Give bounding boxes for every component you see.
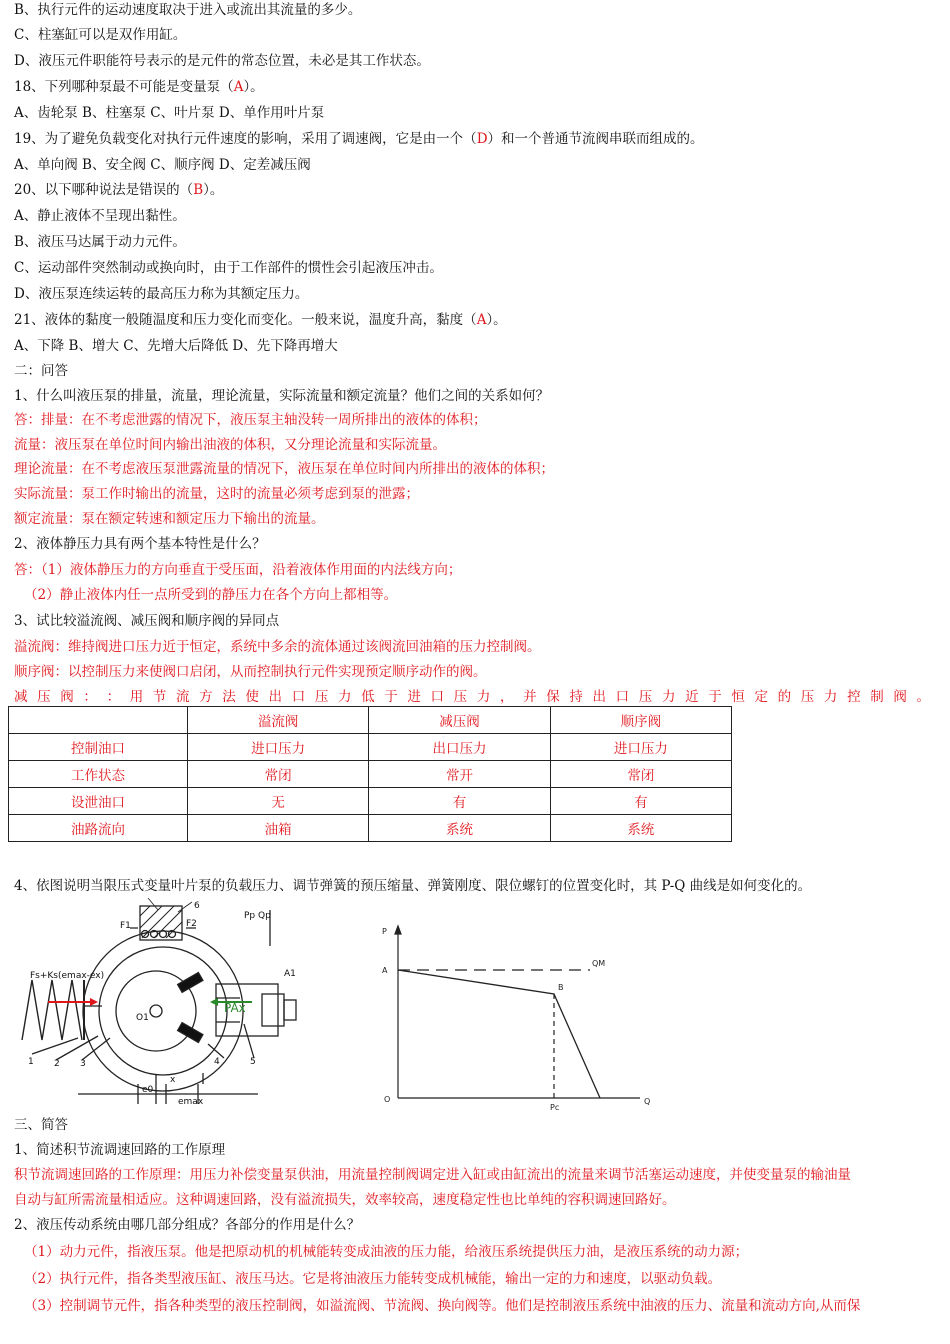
table-cell: 控制油口 bbox=[9, 734, 188, 761]
p-axis-label: P bbox=[382, 927, 387, 936]
answer-line: 实际流量：泵工作时输出的流量，这时的流量必须考虑到泵的泄露； bbox=[14, 486, 419, 502]
char: 阀 bbox=[893, 689, 907, 705]
question-20: 20、以下哪种说法是错误的（B）。 bbox=[14, 182, 224, 198]
question-line: 3、试比较溢流阀、减压阀和顺序阀的异同点 bbox=[14, 613, 280, 629]
table-cell: 常开 bbox=[369, 761, 550, 788]
rotor-shaft bbox=[150, 1005, 162, 1017]
char: 口 bbox=[291, 689, 306, 705]
table-cell: 工作状态 bbox=[9, 761, 188, 788]
table-row bbox=[9, 815, 732, 842]
char: 的 bbox=[777, 689, 792, 705]
origin-label: O bbox=[384, 1095, 391, 1104]
point-b-label: B bbox=[558, 983, 564, 992]
question-line: 2、液压传动系统由哪几部分组成？各部分的作用是什么？ bbox=[14, 1217, 361, 1233]
stator-outer bbox=[83, 931, 243, 1091]
answer-line: 自动与缸所需流量相适应。这种调速回路，没有溢流损失，效率较高，速度稳定性也比单纯的容积调速回路好。 bbox=[14, 1192, 676, 1208]
f1-label: F1 bbox=[120, 921, 131, 931]
table-cell: 常闭 bbox=[188, 761, 369, 788]
char: 力 bbox=[823, 689, 838, 705]
flow-arrows bbox=[48, 998, 252, 1006]
pq-curve-chart bbox=[374, 922, 654, 1112]
table-cell: 无 bbox=[188, 788, 369, 815]
char: 口 bbox=[430, 689, 445, 705]
part-number: 5 bbox=[250, 1057, 256, 1067]
part-number: 4 bbox=[214, 1057, 220, 1067]
vane-pump-diagram bbox=[18, 898, 318, 1108]
question-19: 19、为了避免负载变化对执行元件速度的影响，采用了调速阀，它是由一个（D）和一个普通节流阀串联而组成的。 bbox=[14, 131, 704, 147]
f2-label: F2 bbox=[186, 919, 197, 929]
char: ， bbox=[499, 689, 514, 705]
char: 定 bbox=[754, 689, 768, 705]
char: 方 bbox=[199, 689, 213, 705]
part-number: 6 bbox=[194, 901, 200, 911]
char: 流 bbox=[175, 689, 190, 705]
question-line: 2、液体静压力具有两个基本特性是什么？ bbox=[14, 536, 266, 552]
answer-letter: A bbox=[476, 312, 487, 328]
char: 持 bbox=[569, 689, 583, 705]
q-axis-label: Q bbox=[644, 1097, 651, 1106]
char: 并 bbox=[523, 689, 537, 705]
point-a-label: A bbox=[382, 966, 388, 975]
table-cell: 设泄油口 bbox=[9, 788, 188, 815]
options-line: A、单向阀 B、安全阀 C、顺序阀 D、定差减压阀 bbox=[14, 157, 311, 173]
char: 压 bbox=[800, 689, 815, 705]
char: 力 bbox=[337, 689, 352, 705]
e0-label: e0 bbox=[142, 1085, 154, 1095]
char: 低 bbox=[361, 689, 375, 705]
pq-curve bbox=[398, 970, 600, 1098]
char: 控 bbox=[847, 689, 861, 705]
char: 压 bbox=[638, 689, 653, 705]
char: 力 bbox=[661, 689, 676, 705]
question-21: 21、液体的黏度一般随温度和压力变化而变化。一般来说，温度升高，黏度（A）。 bbox=[14, 312, 507, 328]
char: 近 bbox=[685, 689, 699, 705]
table-row bbox=[9, 761, 732, 788]
option-line: D、液压元件职能符号表示的是元件的常态位置，未必是其工作状态。 bbox=[14, 53, 430, 69]
table-cell: 有 bbox=[550, 788, 731, 815]
table-cell: 进口压力 bbox=[188, 734, 369, 761]
char: 恒 bbox=[731, 689, 745, 705]
option-line: C、运动部件突然制动或换向时，由于工作部件的惯性会引起液压冲击。 bbox=[14, 260, 443, 276]
char: 出 bbox=[268, 689, 283, 705]
answer-line: （1）动力元件，指液压泵。他是把原动机的机械能转变成油液的压力能，给液压系统提供压力油，是液压系统的动力源； bbox=[24, 1244, 749, 1260]
table-row bbox=[9, 788, 732, 815]
answer-line: 理论流量：在不考虑液压泵泄露流量的情况下，液压泵在单位时间内所排出的液体的体积； bbox=[14, 461, 554, 477]
table-cell bbox=[9, 707, 188, 734]
char: ： bbox=[106, 689, 121, 705]
answer-letter: D bbox=[476, 131, 488, 147]
answer-line: 答：排量：在不考虑泄露的情况下，液压泵主轴没转一周所排出的液体的体积； bbox=[14, 412, 487, 428]
char: 保 bbox=[546, 689, 560, 705]
table-cell: 油路流向 bbox=[9, 815, 188, 842]
char: 压 bbox=[314, 689, 329, 705]
section-heading: 二：问答 bbox=[14, 363, 68, 379]
answer-line: （3）控制调节元件，指各种类型的液压控制阀，如溢流阀、节流阀、换向阀等。他们是控制液压系统中油液的压力、流量和流动方向,从而保 bbox=[24, 1298, 861, 1314]
answer-line: 答：（1）液体静压力的方向垂直于受压面，沿着液体作用面的内法线方向； bbox=[14, 562, 462, 578]
char: 使 bbox=[245, 689, 259, 705]
answer-line-justified bbox=[14, 688, 930, 706]
char: 压 bbox=[453, 689, 468, 705]
pq-label: Pp Qp bbox=[244, 911, 271, 921]
part-number: 1 bbox=[28, 1057, 34, 1067]
option-line: C、柱塞缸可以是双作用缸。 bbox=[14, 27, 187, 43]
char: 进 bbox=[407, 689, 421, 705]
table-cell: 油箱 bbox=[188, 815, 369, 842]
char: 法 bbox=[222, 689, 236, 705]
emax-label: emax bbox=[178, 1097, 204, 1107]
char: 压 bbox=[37, 689, 51, 705]
table-cell: 有 bbox=[369, 788, 550, 815]
char: 于 bbox=[384, 689, 398, 705]
a1-label: A1 bbox=[284, 969, 296, 979]
char: 制 bbox=[870, 689, 884, 705]
vane bbox=[178, 1023, 203, 1043]
table-cell: 出口压力 bbox=[369, 734, 550, 761]
pc-label: Pc bbox=[550, 1103, 560, 1112]
table-header-row bbox=[9, 707, 732, 734]
section-heading: 三、简答 bbox=[14, 1117, 68, 1133]
table-cell: 顺序阀 bbox=[550, 707, 731, 734]
table-cell: 溢流阀 bbox=[188, 707, 369, 734]
option-line: A、静止液体不呈现出黏性。 bbox=[14, 208, 186, 224]
char: 节 bbox=[152, 689, 167, 705]
answer-line: （2）静止液体内任一点所受到的静压力在各个方向上都相等。 bbox=[24, 587, 398, 603]
char: 口 bbox=[615, 689, 630, 705]
char: 用 bbox=[129, 689, 144, 705]
char: ： bbox=[83, 689, 97, 705]
char: 力 bbox=[476, 689, 491, 705]
qm-label: QM bbox=[592, 959, 606, 968]
question-4: 4、依图说明当限压式变量叶片泵的负载压力、调节弹簧的预压缩量、弹簧刚度、限位螺钉的位置变化时，其 P-Q 曲线是如何变化的。 bbox=[14, 878, 812, 894]
table-cell: 进口压力 bbox=[550, 734, 731, 761]
question-line: 1、简述积节流调速回路的工作原理 bbox=[14, 1142, 226, 1158]
option-line: B、执行元件的运动速度取决于进入或流出其流量的多少。 bbox=[14, 2, 362, 18]
char: 阀 bbox=[60, 689, 74, 705]
part-number: 3 bbox=[80, 1059, 86, 1069]
answer-line: 溢流阀：维持阀进口压力近于恒定，系统中多余的流体通过该阀流回油箱的压力控制阀。 bbox=[14, 639, 541, 655]
pax-label: PAx bbox=[224, 1001, 246, 1015]
answer-line: 流量：液压泵在单位时间内输出油液的体积，又分理论流量和实际流量。 bbox=[14, 437, 446, 453]
options-line: A、齿轮泵 B、柱塞泵 C、叶片泵 D、单作用叶片泵 bbox=[14, 105, 325, 121]
answer-line: 积节流调速回路的工作原理：用压力补偿变量泵供油，用流量控制阀调定进入缸或由缸流出的流量来调节活塞运动速度，并使变量泵的输油量 bbox=[14, 1167, 851, 1183]
answer-letter: B bbox=[193, 182, 204, 198]
table-row bbox=[9, 734, 732, 761]
options-line: A、下降 B、增大 C、先增大后降低 D、先下降再增大 bbox=[14, 338, 338, 354]
char: 于 bbox=[708, 689, 722, 705]
spring-force-label: Fs+Ks(emax-ex) bbox=[30, 971, 105, 981]
part-number: 2 bbox=[54, 1059, 60, 1069]
char: 出 bbox=[592, 689, 607, 705]
table-cell: 系统 bbox=[550, 815, 731, 842]
spring bbox=[22, 980, 82, 1040]
answer-line: 顺序阀：以控制压力来使阀口启闭，从而控制执行元件实现预定顺序动作的阀。 bbox=[14, 664, 487, 680]
answer-line: （2）执行元件，指各类型液压缸、液压马达。它是将油液压力能转变成机械能，输出一定的力和速度，以驱动负载。 bbox=[24, 1271, 722, 1287]
table-cell: 系统 bbox=[369, 815, 550, 842]
x-label: x bbox=[170, 1075, 176, 1085]
stator-inner bbox=[99, 947, 227, 1075]
question-line: 1、什么叫液压泵的排量，流量，理论流量，实际流量和额定流量？他们之间的关系如何？ bbox=[14, 388, 550, 404]
answer-line: 额定流量：泵在额定转速和额定压力下输出的流量。 bbox=[14, 511, 325, 527]
option-line: B、液压马达属于动力元件。 bbox=[14, 234, 186, 250]
question-18: 18、下列哪种泵最不可能是变量泵（A）。 bbox=[14, 79, 264, 95]
valve-comparison-table bbox=[8, 706, 732, 842]
table-cell: 减压阀 bbox=[369, 707, 550, 734]
option-line: D、液压泵连续运转的最高压力称为其额定压力。 bbox=[14, 286, 309, 302]
o1-label: O1 bbox=[136, 1013, 149, 1023]
char: 减 bbox=[14, 689, 28, 705]
char: 。 bbox=[916, 689, 930, 705]
table-cell: 常闭 bbox=[550, 761, 731, 788]
answer-letter: A bbox=[233, 79, 244, 95]
